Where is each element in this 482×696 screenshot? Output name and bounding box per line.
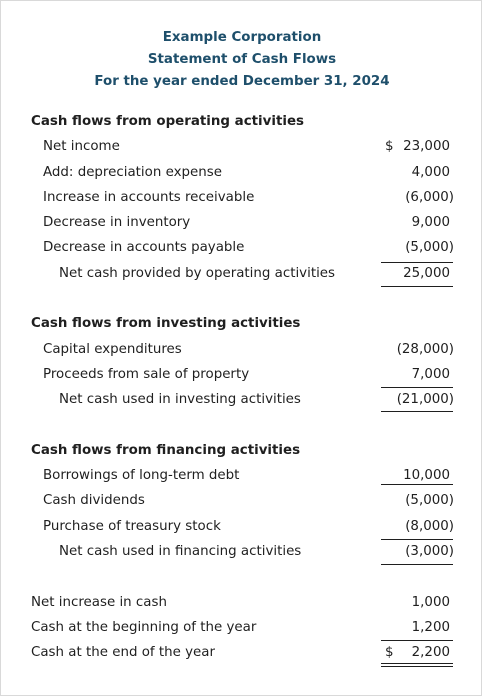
line-label: Cash dividends bbox=[43, 493, 145, 508]
total-rule bbox=[381, 411, 453, 412]
line-item-accounts-payable bbox=[1, 235, 482, 260]
line-item-sale-of-property bbox=[1, 362, 482, 387]
line-amount: (28,000) bbox=[396, 342, 454, 357]
net-increase-row bbox=[1, 590, 482, 615]
summary-amount: 1,200 bbox=[411, 620, 450, 635]
line-label: Add: depreciation expense bbox=[43, 165, 222, 180]
line-item-depreciation bbox=[1, 160, 482, 185]
line-label: Capital expenditures bbox=[43, 342, 182, 357]
line-item-net-income bbox=[1, 134, 482, 159]
line-label: Decrease in accounts payable bbox=[43, 240, 245, 255]
total-label: Net cash used in financing activities bbox=[59, 544, 302, 559]
line-item-cash-dividends bbox=[1, 488, 482, 513]
summary-amount: 2,200 bbox=[411, 645, 450, 660]
investing-section-heading bbox=[1, 311, 482, 336]
line-item-treasury-stock bbox=[1, 514, 482, 539]
total-rule bbox=[381, 564, 453, 565]
summary-label: Cash at the end of the year bbox=[31, 645, 215, 660]
line-item-capital-expenditures bbox=[1, 337, 482, 362]
line-amount: (5,000) bbox=[405, 240, 454, 255]
total-amount: (21,000) bbox=[396, 392, 454, 407]
line-label: Decrease in inventory bbox=[43, 215, 191, 230]
company-name: Example Corporation bbox=[162, 30, 322, 45]
ending-cash-row bbox=[1, 640, 482, 665]
line-item-inventory bbox=[1, 210, 482, 235]
summary-label: Net increase in cash bbox=[31, 595, 167, 610]
currency-symbol: $ bbox=[385, 645, 394, 660]
double-rule-top bbox=[381, 663, 453, 664]
summary-label: Cash at the beginning of the year bbox=[31, 620, 257, 635]
section-title: Cash flows from operating activities bbox=[31, 114, 305, 129]
total-rule bbox=[381, 286, 453, 287]
section-title: Cash flows from investing activities bbox=[31, 316, 301, 331]
line-amount: 10,000 bbox=[403, 468, 450, 483]
double-rule-bottom bbox=[381, 666, 453, 667]
line-label: Increase in accounts receivable bbox=[43, 190, 255, 205]
line-amount: (5,000) bbox=[405, 493, 454, 508]
total-amount: (3,000) bbox=[405, 544, 454, 559]
investing-total bbox=[1, 387, 482, 412]
line-label: Net income bbox=[43, 139, 120, 154]
item-rule bbox=[381, 484, 453, 485]
line-amount: 7,000 bbox=[411, 367, 450, 382]
summary-amount: 1,000 bbox=[411, 595, 450, 610]
line-amount: 9,000 bbox=[411, 215, 450, 230]
financing-section-heading bbox=[1, 438, 482, 463]
statement-period: For the year ended December 31, 2024 bbox=[94, 74, 390, 89]
section-title: Cash flows from financing activities bbox=[31, 443, 301, 458]
total-label: Net cash provided by operating activities bbox=[59, 266, 335, 281]
line-label: Proceeds from sale of property bbox=[43, 367, 250, 382]
line-item-accounts-receivable bbox=[1, 185, 482, 210]
line-label: Borrowings of long-term debt bbox=[43, 468, 240, 483]
currency-symbol: $ bbox=[385, 139, 394, 154]
operating-total bbox=[1, 261, 482, 286]
statement-title: Statement of Cash Flows bbox=[147, 52, 337, 67]
total-label: Net cash used in investing activities bbox=[59, 392, 301, 407]
line-amount: (8,000) bbox=[405, 519, 454, 534]
total-amount: 25,000 bbox=[403, 266, 450, 281]
financing-total bbox=[1, 539, 482, 564]
beginning-cash-row bbox=[1, 615, 482, 640]
line-amount: 4,000 bbox=[411, 165, 450, 180]
line-amount: 23,000 bbox=[403, 139, 450, 154]
line-amount: (6,000) bbox=[405, 190, 454, 205]
operating-section-heading bbox=[1, 109, 482, 134]
line-label: Purchase of treasury stock bbox=[43, 519, 221, 534]
